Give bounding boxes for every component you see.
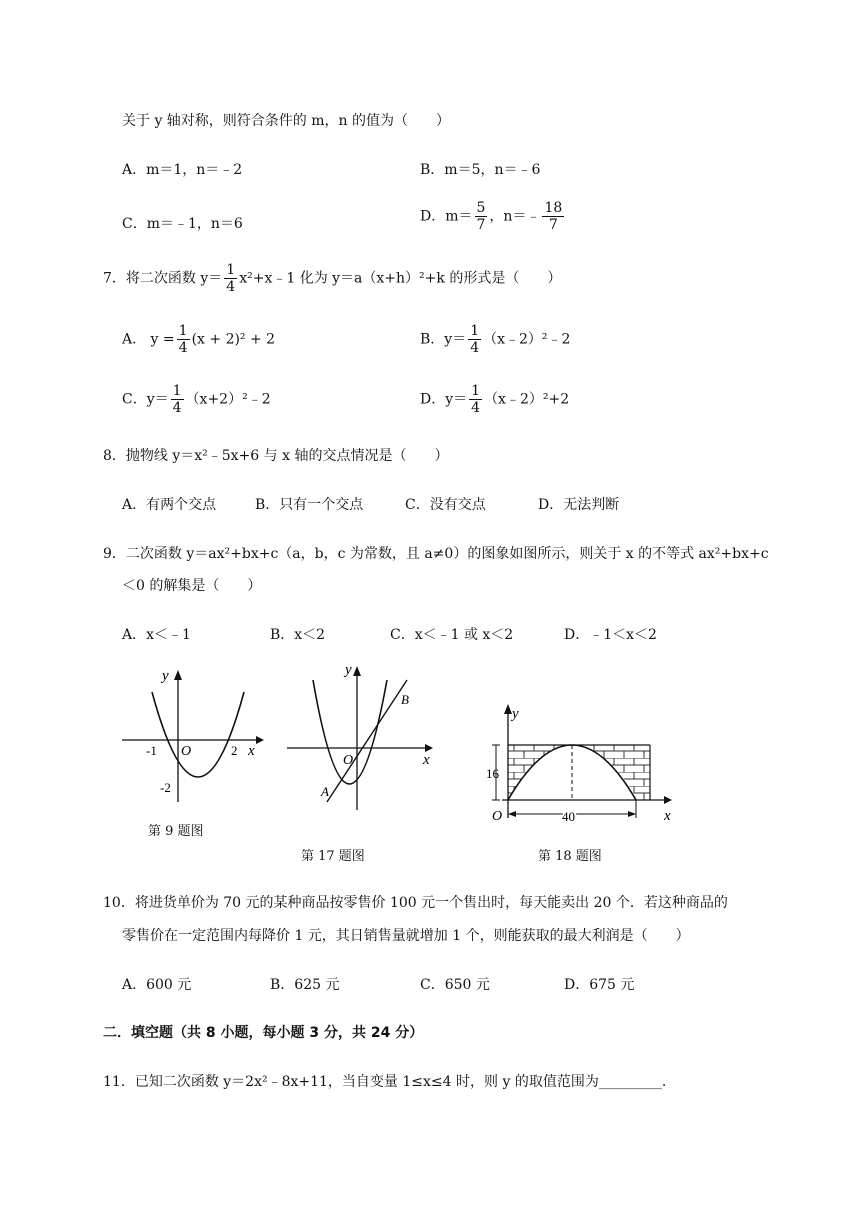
q6-option-b: B．m＝5，n＝﹣6 xyxy=(420,162,541,178)
q6-option-a: A．m＝1，n＝﹣2 xyxy=(122,162,243,178)
figure-q18-caption: 第 18 题图 xyxy=(538,849,602,864)
q9-option-b: B．x＜2 xyxy=(270,627,326,643)
straight-line xyxy=(327,680,407,802)
q11-stem: 11．已知二次函数 y＝2x²﹣8x+11，当自变量 1≤x≤4 时，则 y 的取值范围为_________. xyxy=(103,1074,667,1090)
y-axis-arrow xyxy=(353,666,361,676)
width-arrow-left xyxy=(508,811,516,817)
q10-option-d: D．675 元 xyxy=(564,977,635,993)
q10-stem-line2: 零售价在一定范围内每降价 1 元，其日销售量就增加 1 个，则能获取的最大利润是（ ） xyxy=(122,928,690,944)
fraction: $\frac{1}{4}$ xyxy=(172,383,182,416)
q8-option-a: A．有两个交点 xyxy=(122,497,217,513)
q9-option-d: D．﹣1＜x＜2 xyxy=(564,627,657,643)
x-axis-arrow xyxy=(664,796,672,804)
figure-q18-graph xyxy=(488,702,678,828)
brick-wall xyxy=(508,745,650,800)
y-label: y xyxy=(162,668,169,684)
fraction: $\frac{1}{4}$ xyxy=(470,323,480,356)
x-label: x xyxy=(423,752,430,768)
q6-option-d: D．m＝ $\frac{5}{7}$ ，n＝﹣ $\frac{18}{7}$ xyxy=(420,200,563,233)
q9-stem-line2: ＜0 的解集是（ ） xyxy=(122,578,262,594)
point-a-label: A xyxy=(321,784,329,799)
q9-stem-line1: 9．二次函数 y＝ax²+bx+c（a，b，c 为常数，且 a≠0）的图象如图所示，则关于 x 的不等式 ax²+bx+c xyxy=(103,546,769,562)
x-label: x xyxy=(664,808,671,824)
x-axis-arrow xyxy=(425,744,433,752)
origin-label: O xyxy=(492,809,503,824)
fraction: $\frac{18}{7}$ xyxy=(544,200,563,233)
width-label: 40 xyxy=(562,809,575,824)
figure-q9-graph xyxy=(118,662,268,812)
q10-option-b: B．625 元 xyxy=(270,977,340,993)
y-label: y xyxy=(345,662,352,678)
q8-option-d: D．无法判断 xyxy=(538,497,620,513)
q7-stem: 7．将二次函数 y＝ $\frac{1}{4}$ x²+x﹣1 化为 y＝a（x+h）²+k 的形式是（ ） xyxy=(103,262,562,295)
parabola xyxy=(152,692,244,777)
origin-label: O xyxy=(181,744,192,759)
q6-option-c: C．m＝﹣1，n＝6 xyxy=(122,216,243,232)
q10-stem-line1: 10．将进货单价为 70 元的某种商品按零售价 100 元一个售出时，每天能卖出 20 个．若这种商品的 xyxy=(103,895,728,911)
tick-label-minus-2: -2 xyxy=(160,780,171,795)
point-b-label: B xyxy=(401,692,409,707)
q10-option-c: C．650 元 xyxy=(420,977,490,993)
q9-option-a: A．x＜﹣1 xyxy=(122,627,191,643)
figure-q17-caption: 第 17 题图 xyxy=(301,849,365,864)
q6-stem: 关于 y 轴对称，则符合条件的 m，n 的值为（ ） xyxy=(122,113,451,129)
fraction: $\frac{5}{7}$ xyxy=(476,200,486,233)
height-label: 16 xyxy=(486,766,499,781)
y-axis-arrow xyxy=(174,670,182,680)
tick-label-minus-1: -1 xyxy=(146,743,157,758)
figure-q9-caption: 第 9 题图 xyxy=(148,824,204,839)
q10-option-a: A．600 元 xyxy=(122,977,192,993)
q7-option-d: D．y＝ $\frac{1}{4}$ （x﹣2）²+2 xyxy=(420,383,570,416)
fraction: $\frac{1}{4}$ xyxy=(226,262,236,295)
section-heading: 二．填空题（共 8 小题，每小题 3 分，共 24 分） xyxy=(103,1025,424,1041)
q9-option-c: C．x＜﹣1 或 x＜2 xyxy=(390,627,514,643)
q7-option-c: C．y＝ $\frac{1}{4}$ （x+2）²﹣2 xyxy=(122,383,271,416)
q7-option-a: A． y = $\frac{1}{4}$ (x + 2)² + 2 xyxy=(122,323,276,356)
tick-label-2: 2 xyxy=(231,743,238,758)
q8-option-b: B．只有一个交点 xyxy=(255,497,364,513)
x-label: x xyxy=(248,743,255,759)
width-arrow-right xyxy=(628,811,636,817)
origin-label: O xyxy=(343,753,354,768)
fraction: $\frac{1}{4}$ xyxy=(178,323,188,356)
parabola xyxy=(313,680,387,784)
x-axis-arrow xyxy=(256,736,264,744)
q7-option-b: B．y＝ $\frac{1}{4}$ （x﹣2）²﹣2 xyxy=(420,323,571,356)
q8-option-c: C．没有交点 xyxy=(405,497,486,513)
q8-stem: 8．抛物线 y＝x²﹣5x+6 与 x 轴的交点情况是（ ） xyxy=(103,448,449,464)
fraction: $\frac{1}{4}$ xyxy=(471,383,481,416)
figure-q17-graph xyxy=(283,660,443,820)
y-axis-arrow xyxy=(504,704,512,714)
y-label: y xyxy=(512,706,519,722)
